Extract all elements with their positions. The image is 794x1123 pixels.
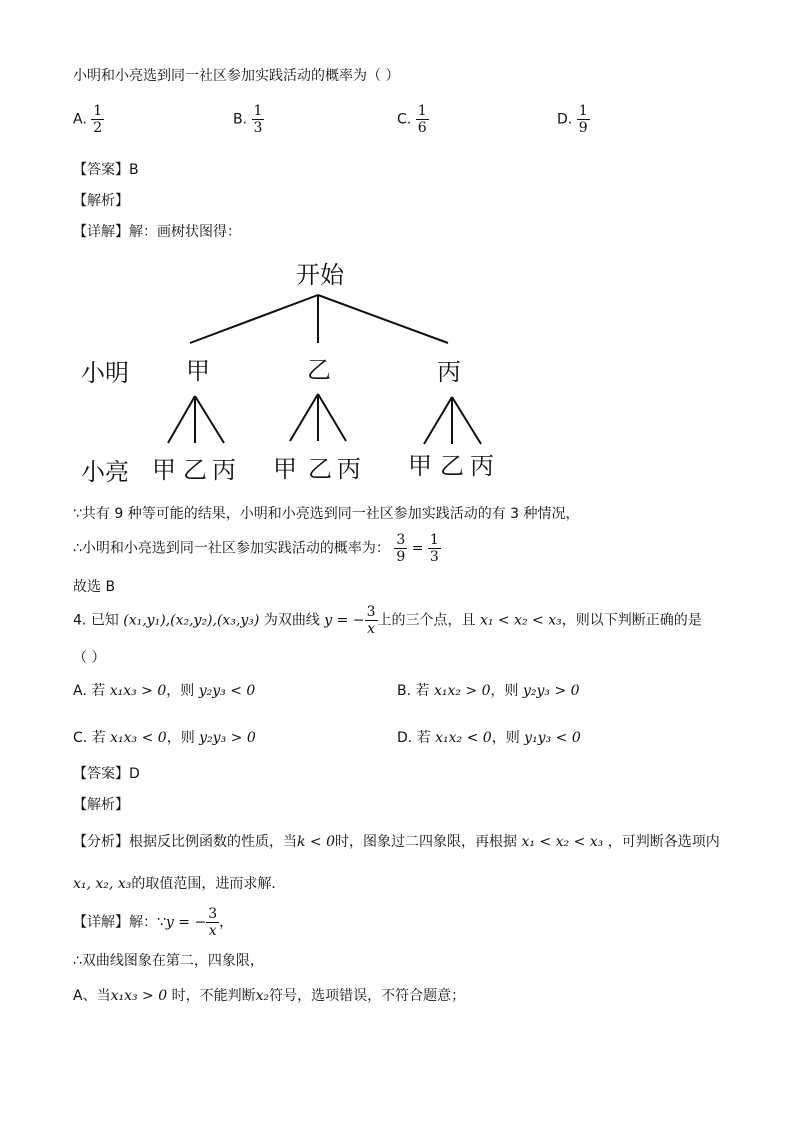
q4-option-c: C. 若 x₁x₃ < 0，则 y₂y₃ > 0	[73, 730, 256, 746]
q4-option-d: D. 若 x₁x₂ < 0，则 y₁y₃ < 0	[397, 730, 581, 746]
tree-root: 开始	[296, 261, 344, 289]
tree-leaf: 甲	[408, 452, 432, 480]
q3-analysis-tag: 【解析】	[73, 193, 129, 209]
q3-stem: 小明和小亮选到同一社区参加实践活动的概率为（ ）	[73, 68, 400, 84]
option-fraction: $\frac{1}{2}$	[93, 103, 103, 137]
q4-analysis-tag: 【解析】	[73, 797, 129, 813]
option-label: A.	[73, 111, 87, 128]
q4-fenxi-line1: 【分析】根据反比例函数的性质，当k < 0时，图象过二四象限，再根据 x₁ < x₂ < x₃ ，可判断各选项内	[73, 834, 720, 850]
tree-leaf: 丙	[470, 452, 494, 480]
fraction: $\frac{3}{9}$	[396, 532, 406, 566]
tree-row-label-xiaoliang: 小亮	[81, 458, 129, 486]
q3-probability-line: ∴小明和小亮选到同一社区参加实践活动的概率为： $\frac{3}{9}$ = $\frac{1}{3}$	[73, 532, 439, 566]
tree-row-label-xiaoming: 小明	[81, 359, 129, 387]
tree-leaf: 乙	[183, 456, 207, 484]
tree-leaf: 甲	[273, 455, 297, 483]
branch-bing-3	[452, 397, 481, 444]
q4-paren: （ ）	[73, 650, 106, 666]
question-number: 4.	[73, 612, 87, 629]
branch-bing-1	[424, 397, 452, 444]
branch-jia-1	[168, 396, 195, 443]
tree-node-bing: 丙	[437, 358, 461, 386]
branch-yi-3	[318, 394, 346, 441]
option-fraction: $\frac{1}{6}$	[417, 103, 427, 137]
option-fraction: $\frac{1}{9}$	[578, 103, 588, 137]
fraction: $\frac{3}{x}$	[208, 906, 218, 940]
points: (x₁,y₁),(x₂,y₂),(x₃,y₃)	[123, 612, 260, 629]
fraction: $\frac{1}{3}$	[429, 532, 439, 566]
branch-jia-3	[195, 396, 224, 443]
q4-detail-line: 【详解】解：∵y = − $\frac{3}{x}$ ，	[73, 906, 234, 940]
q4-stem: 4. 已知 (x₁,y₁),(x₂,y₂),(x₃,y₃) 为双曲线 y = − $\frac{3}{x}$ 上的三个点，且 x₁ < x₂ < x₃，则以下判断正确的是	[73, 604, 702, 638]
q4-answer: 【答案】D	[73, 766, 140, 782]
option-label: C.	[397, 111, 412, 128]
tree-leaf: 丙	[337, 455, 361, 483]
q3-detail: 【详解】解：画树状图得：	[73, 224, 241, 240]
tree-diagram	[0, 0, 794, 500]
q4-option-b: B. 若 x₁x₂ > 0，则 y₂y₃ > 0	[397, 683, 580, 699]
fraction: $\frac{3}{x}$	[366, 604, 376, 638]
branch-root-bing	[318, 295, 448, 343]
q4-option-a: A. 若 x₁x₃ > 0，则 y₂y₃ < 0	[73, 683, 256, 699]
q4-quadrant-line: ∴双曲线图象在第二，四象限，	[73, 953, 264, 969]
q4-option-a-explanation: A、当x₁x₃ > 0 时，不能判断x₂符号，选项错误，不符合题意；	[73, 988, 466, 1004]
branch-yi-1	[290, 394, 318, 441]
tree-leaf: 乙	[308, 455, 332, 483]
q3-answer: 【答案】B	[73, 162, 139, 178]
option-label: B.	[233, 111, 248, 128]
tree-leaf: 丙	[212, 456, 236, 484]
tree-leaf: 乙	[440, 452, 464, 480]
branch-root-jia	[190, 295, 318, 343]
q4-fenxi-line2: x₁, x₂, x₃的取值范围，进而求解．	[73, 876, 286, 892]
tree-node-yi: 乙	[307, 356, 331, 384]
tree-leaf: 甲	[152, 456, 176, 484]
q3-conclusion: 故选 B	[73, 579, 116, 595]
option-label: D.	[557, 111, 573, 128]
q3-result-line: ∵共有 9 种等可能的结果，小明和小亮选到同一社区参加实践活动的有 3 种情况，	[73, 506, 580, 522]
option-fraction: $\frac{1}{3}$	[253, 103, 263, 137]
tree-node-jia: 甲	[186, 357, 210, 385]
